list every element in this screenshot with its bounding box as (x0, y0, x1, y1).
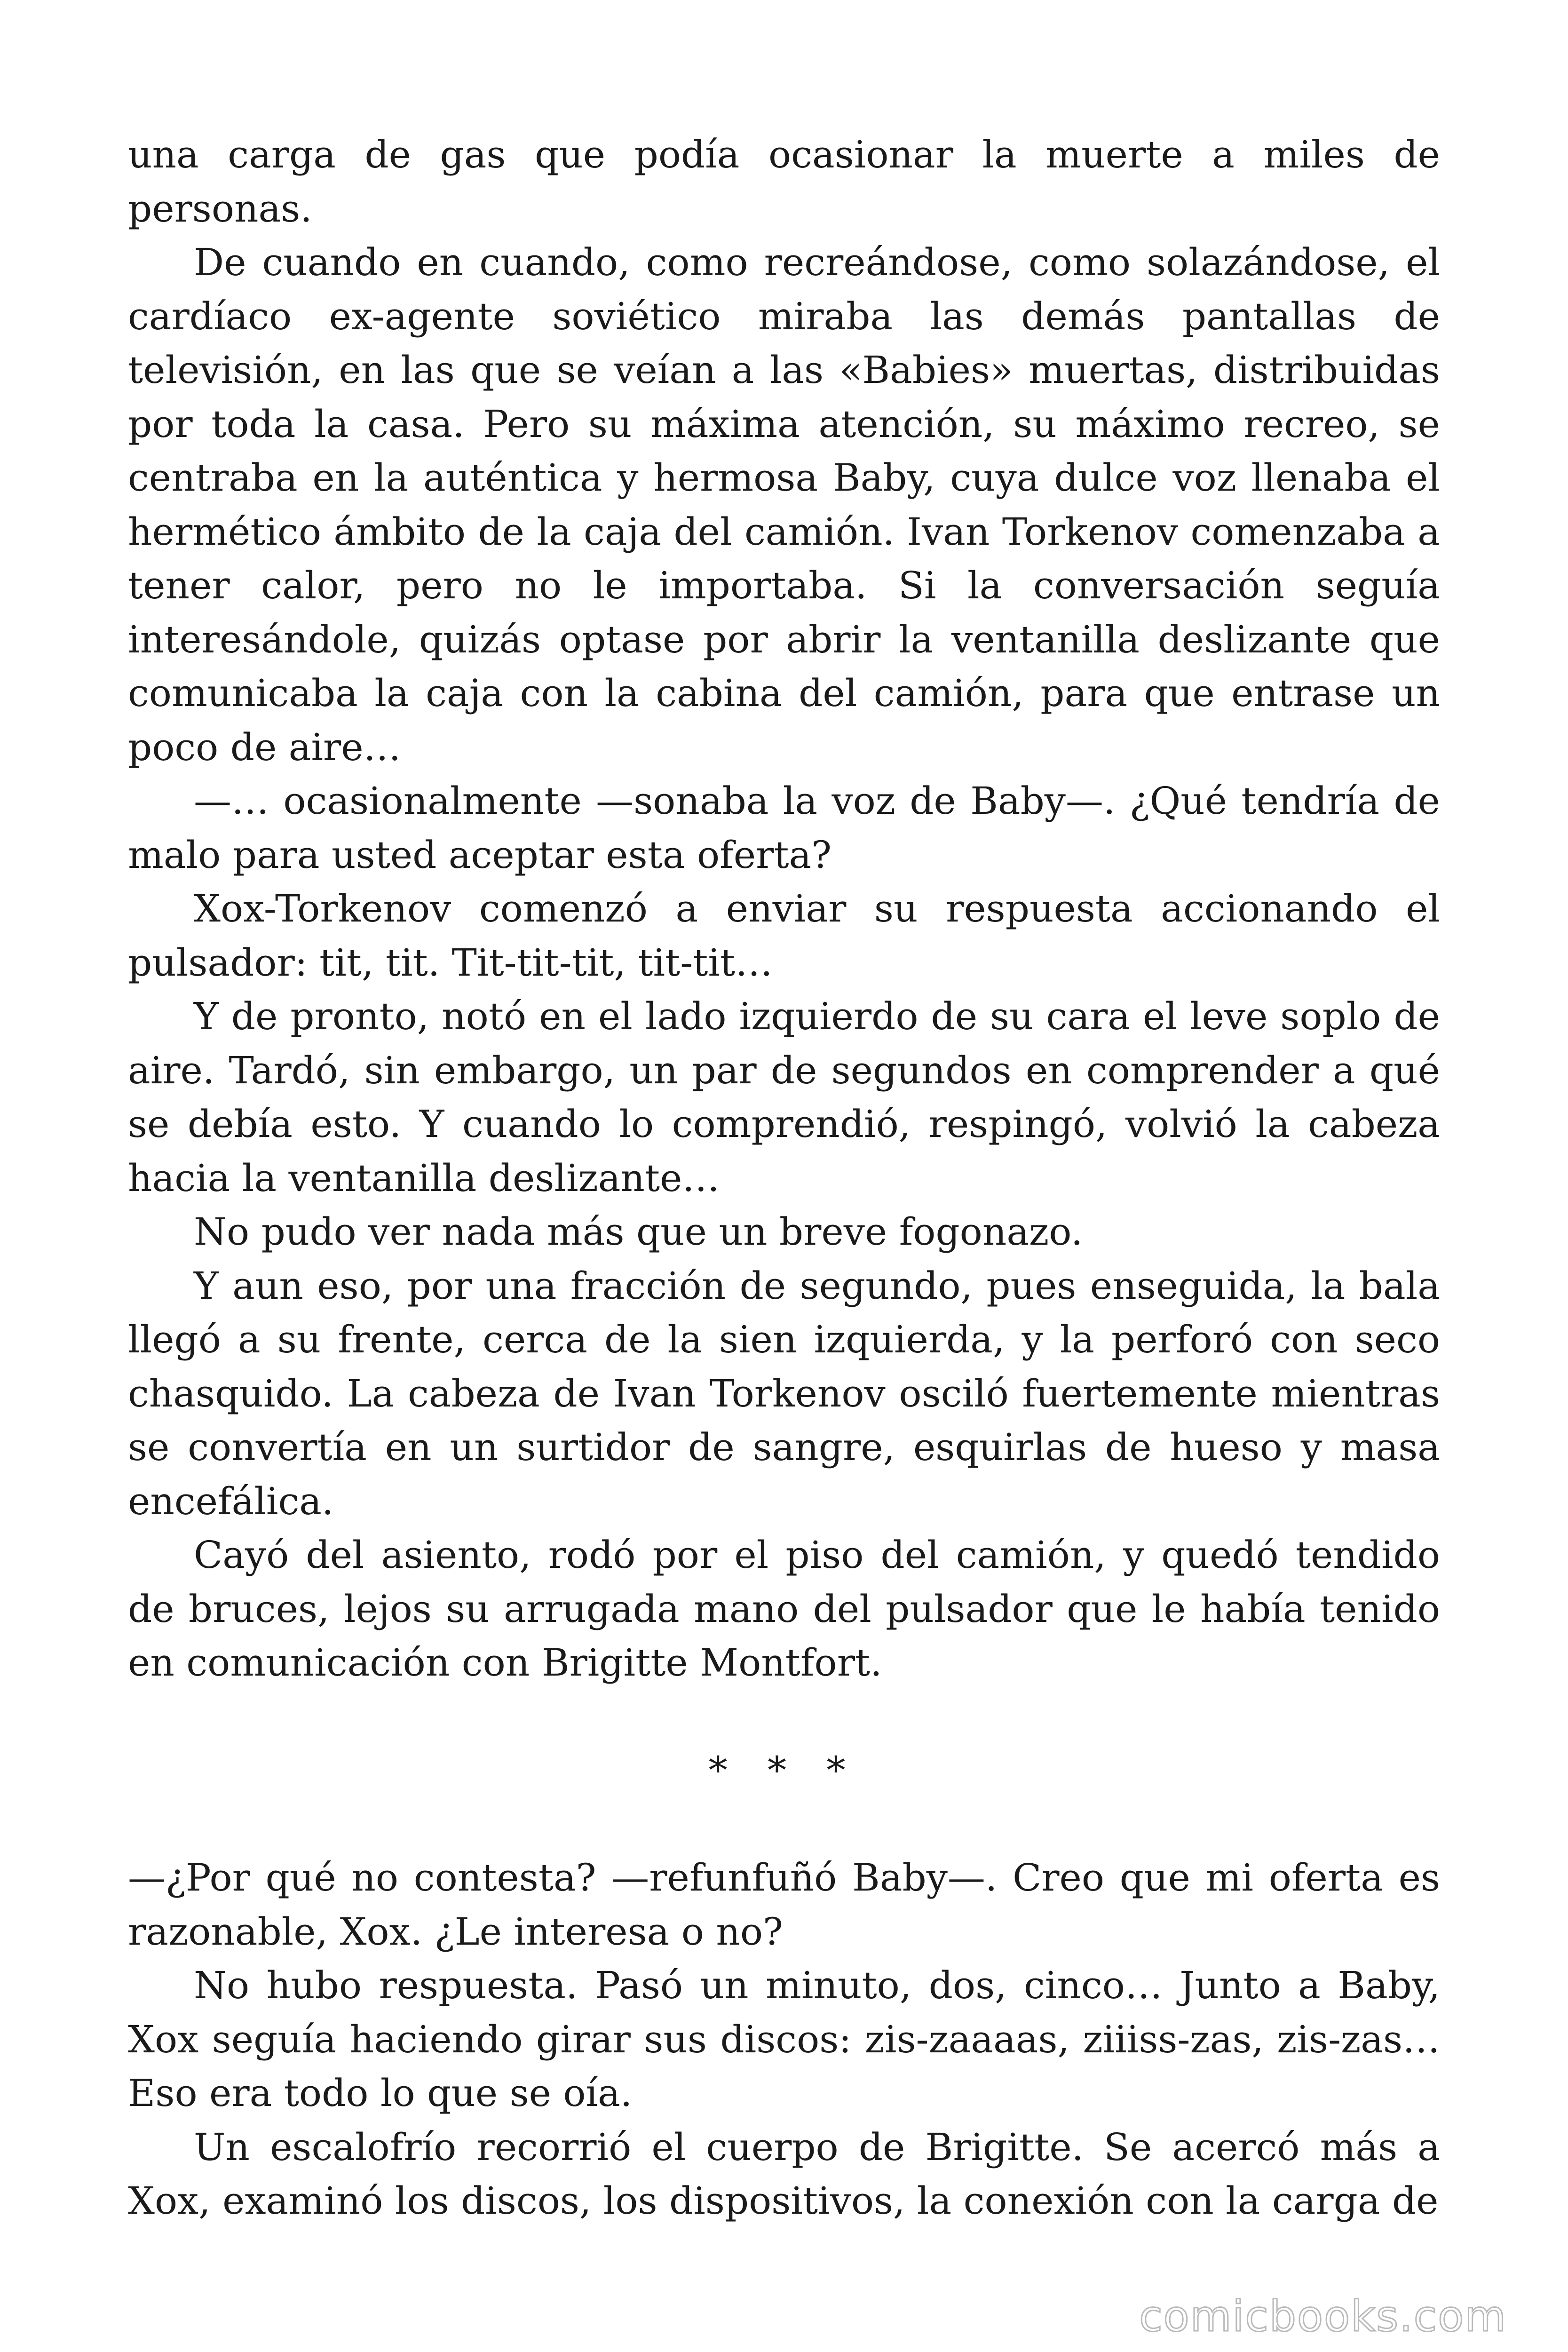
paragraph: Cayó del asiento, rodó por el piso del camión, y quedó tendido de bruces, lejos su arrugada mano del pulsador que le había tenido en comunicación con Brigitte Montfort. (128, 1533, 1440, 1685)
page-text (128, 128, 1440, 2228)
paragraph: No hubo respuesta. Pasó un minuto, dos, cinco… Junto a Baby, Xox seguía haciendo girar sus discos: zis-zaaaas, ziiiss-zas, zis-zas… Eso era todo lo que se oía. (128, 1963, 1440, 2115)
paragraph: No pudo ver nada más que un breve fogonazo. (194, 1210, 1083, 1254)
paragraph: Y de pronto, notó en el lado izquierdo de su cara el leve soplo de aire. Tardó, sin embargo, un par de segundos en comprender a qué se debía esto. Y cuando lo comprendió, respingó, volvió la cabeza hacia la ventanilla deslizante… (128, 994, 1440, 1200)
paragraph-dialogue: —¿Por qué no contesta? —refunfuñó Baby—. Creo que mi oferta es razonable, Xox. ¿Le interesa o no? (128, 1856, 1440, 1954)
paragraph: Y aun eso, por una fracción de segundo, pues enseguida, la bala llegó a su frente, cerca de la sien izquierda, y la perforó con seco chasquido. La cabeza de Ivan Torkenov osciló fuertemente mientras se convertía en un surtidor de sangre, esquirlas de hueso y masa encefálica. (128, 1263, 1440, 1523)
paragraph-continuation: una carga de gas que podía ocasionar la muerte a miles de personas. (128, 133, 1440, 230)
section-separator: * * * (708, 1748, 860, 1792)
paragraph-dialogue: —… ocasionalmente —sonaba la voz de Baby—. ¿Qué tendría de malo para usted aceptar esta oferta? (128, 779, 1440, 877)
watermark-logo: comicbooks.com (1139, 2292, 1507, 2341)
paragraph: Un escalofrío recorrió el cuerpo de Brigitte. Se acercó más a Xox, examinó los discos, los dispositivos, la conexión con la carga de (128, 2125, 1440, 2223)
paragraph: De cuando en cuando, como recreándose, como solazándose, el cardíaco ex-agente soviético miraba las demás pantallas de televisión, en las que se veían a las «Babies» muertas, distribuidas por toda la casa. Pero su máxima atención, su máximo recreo, se centraba en la auténtica y hermosa Baby, cuya dulce voz llenaba el hermético ámbito de la caja del camión. Ivan Torkenov comenzaba a tener calor, pero no le importaba. Si la conversación seguía interesándole, quizás optase por abrir la ventanilla deslizante que comunicaba la caja con la cabina del camión, para que entrase un poco de aire… (128, 240, 1440, 769)
paragraph: Xox-Torkenov comenzó a enviar su respuesta accionando el pulsador: tit, tit. Tit-tit-tit, tit-tit… (128, 887, 1440, 985)
